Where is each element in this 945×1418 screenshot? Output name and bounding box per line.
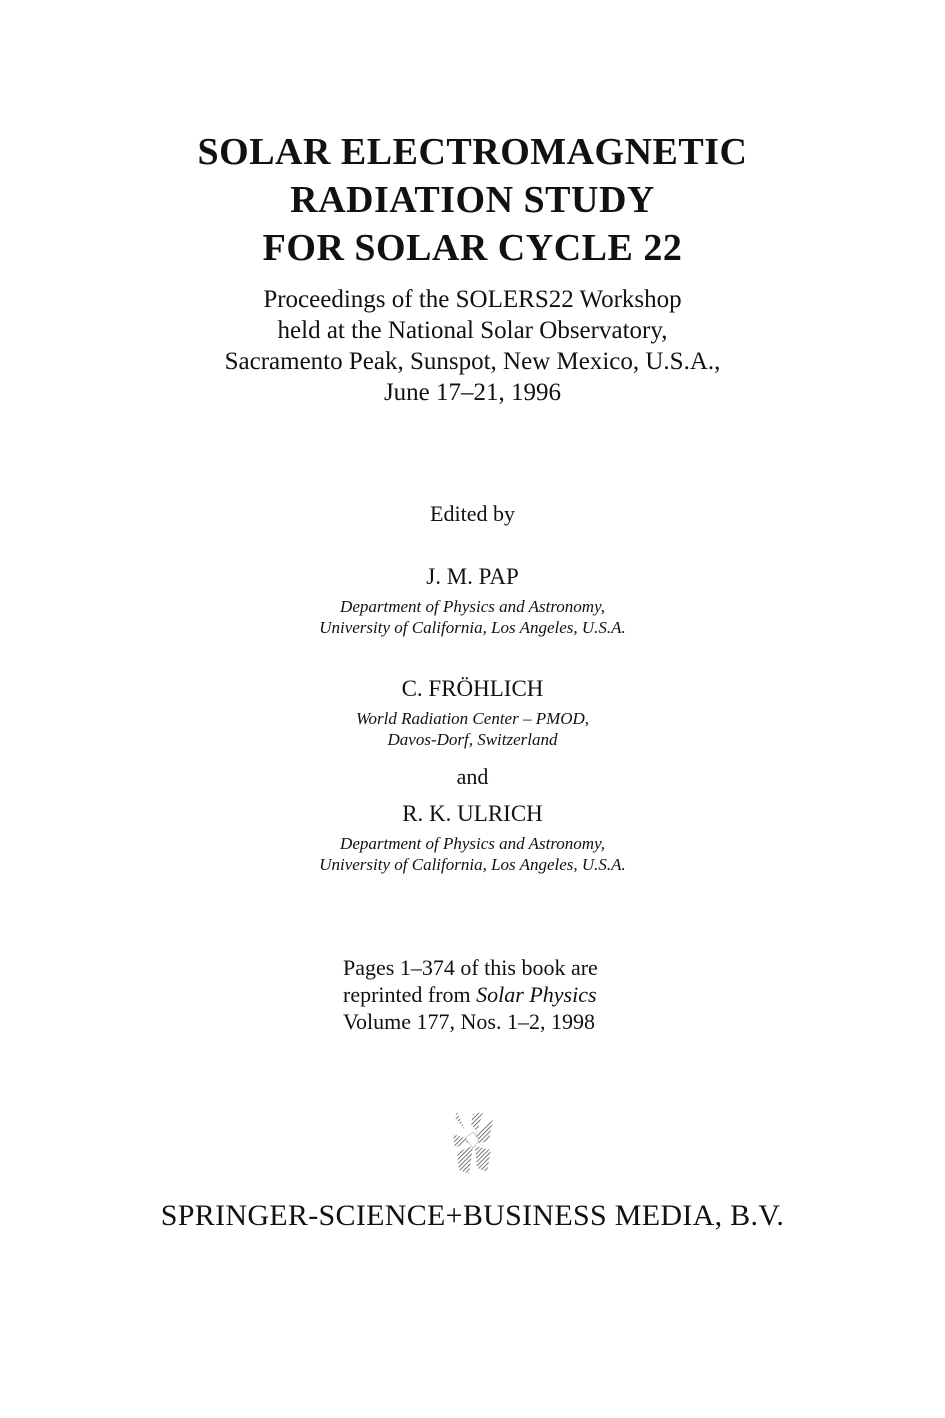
editor-affiliation-3-line-2: University of California, Los Angeles, U.S.A. bbox=[319, 855, 626, 874]
reprint-line-1: Pages 1–374 of this book are bbox=[343, 955, 598, 980]
editor-affiliation-2-line-2: Davos-Dorf, Switzerland bbox=[387, 730, 558, 749]
editor-name-1: J. M. PAP bbox=[426, 564, 519, 589]
journal-name: Solar Physics bbox=[476, 982, 597, 1007]
editor-name-3: R. K. ULRICH bbox=[402, 801, 543, 826]
springer-knight-logo-icon bbox=[443, 1110, 503, 1176]
reprint-notice bbox=[343, 954, 598, 1035]
proceedings-line-2: held at the National Solar Observatory, bbox=[277, 317, 668, 344]
publisher-name: SPRINGER-SCIENCE+BUSINESS MEDIA, B.V. bbox=[160, 1199, 785, 1232]
editor-affiliation-3 bbox=[0, 833, 945, 875]
proceedings-line-4: June 17–21, 1996 bbox=[383, 379, 562, 406]
edited-by-label: Edited by bbox=[430, 501, 515, 526]
reprint-line-2-prefix: reprinted from bbox=[343, 982, 477, 1007]
proceedings-subtitle bbox=[0, 284, 945, 408]
proceedings-line-3: Sacramento Peak, Sunspot, New Mexico, U.S.A., bbox=[224, 348, 721, 375]
book-title-line-2: RADIATION STUDY bbox=[290, 179, 655, 221]
editor-name-2: C. FRÖHLICH bbox=[401, 676, 544, 701]
reprint-line-3: Volume 177, Nos. 1–2, 1998 bbox=[343, 1009, 595, 1034]
proceedings-line-1: Proceedings of the SOLERS22 Workshop bbox=[263, 286, 682, 313]
book-title-line-1: SOLAR ELECTROMAGNETIC bbox=[197, 131, 748, 173]
editor-affiliation-1-line-1: Department of Physics and Astronomy, bbox=[340, 597, 605, 616]
book-title bbox=[0, 128, 945, 272]
editor-affiliation-2-line-1: World Radiation Center – PMOD, bbox=[355, 709, 590, 728]
editor-affiliation-2 bbox=[0, 708, 945, 750]
reprint-line-2 bbox=[343, 981, 598, 1008]
and-conjunction: and bbox=[456, 764, 489, 789]
editor-affiliation-3-line-1: Department of Physics and Astronomy, bbox=[340, 834, 605, 853]
book-title-line-3: FOR SOLAR CYCLE 22 bbox=[262, 227, 683, 269]
editor-affiliation-1 bbox=[0, 596, 945, 638]
editor-affiliation-1-line-2: University of California, Los Angeles, U.S.A. bbox=[319, 618, 626, 637]
